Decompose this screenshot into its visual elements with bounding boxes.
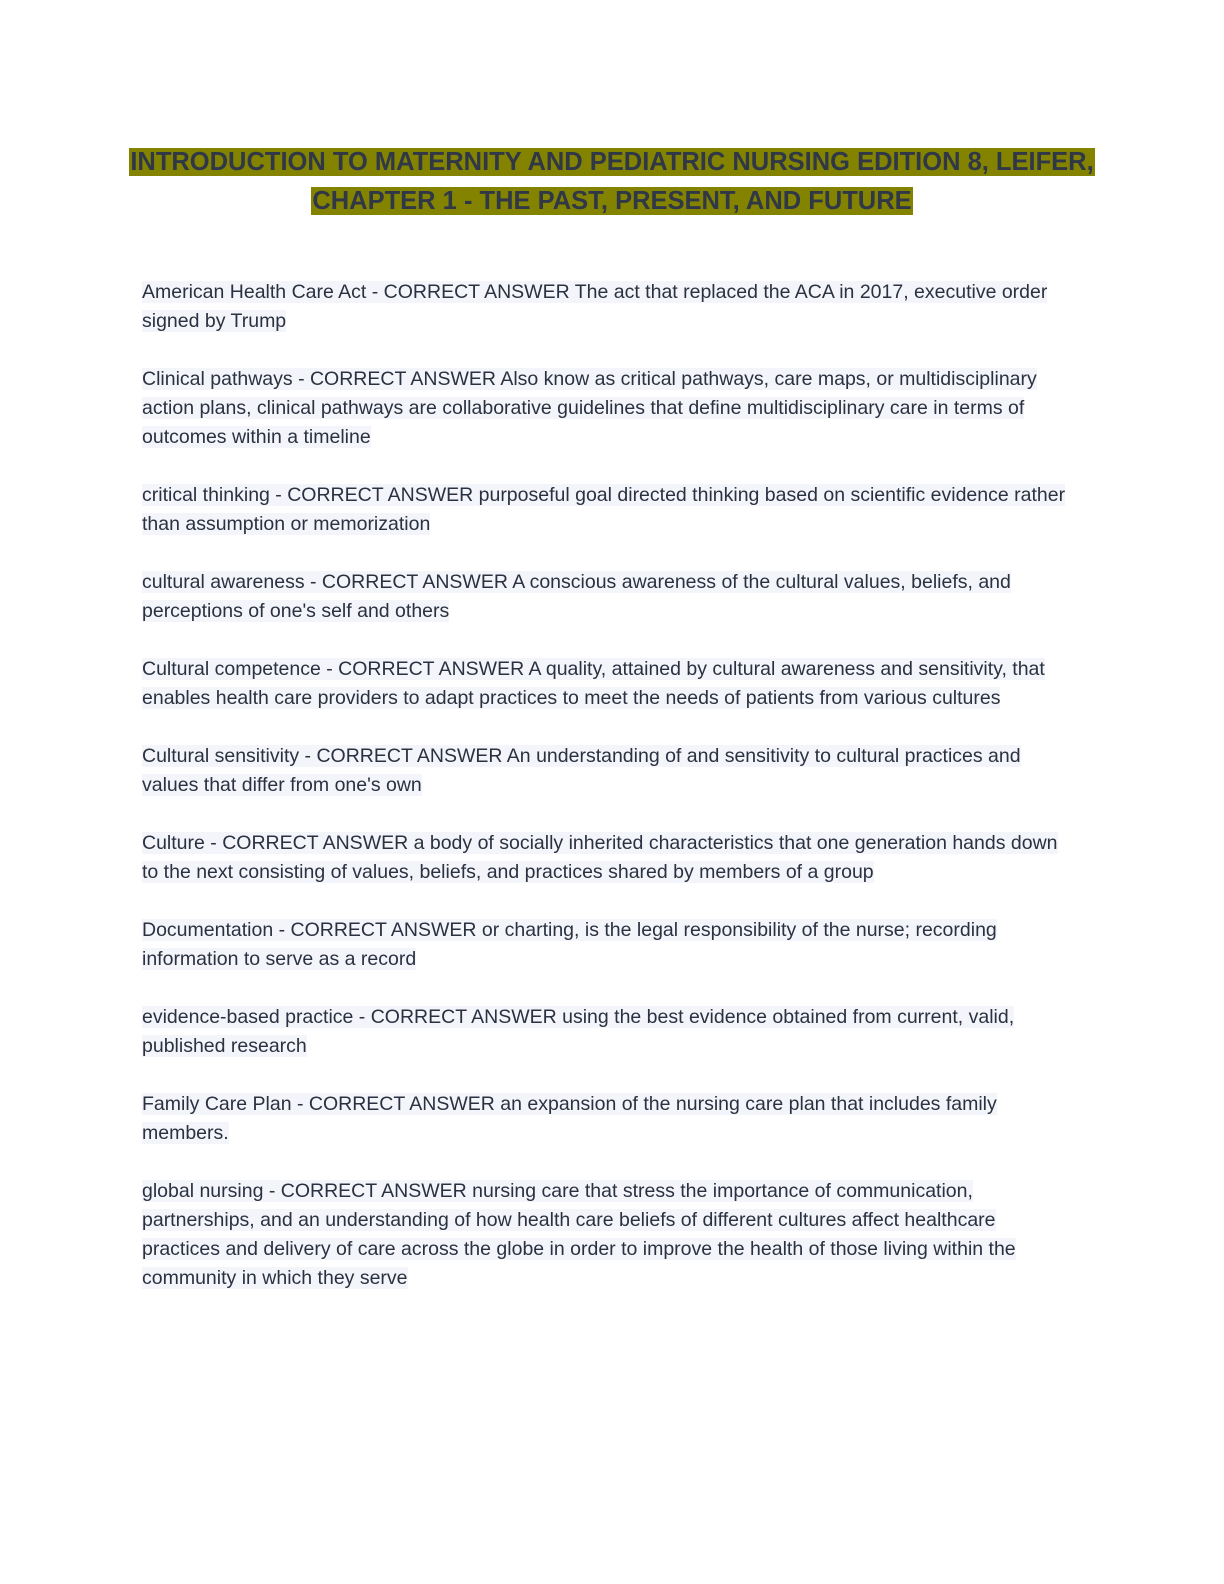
entry-cultural-sensitivity	[142, 742, 1077, 800]
entry-text: critical thinking - CORRECT ANSWER purposeful goal directed thinking based on scientific evidence rather than assumption or memorization	[142, 484, 1066, 535]
entry-critical-thinking	[142, 481, 1077, 539]
entry-global-nursing	[142, 1177, 1077, 1293]
entry-cultural-awareness	[142, 568, 1077, 626]
entry-clinical-pathways	[142, 365, 1077, 452]
entry-text: evidence-based practice - CORRECT ANSWER using the best evidence obtained from current, valid, published research	[142, 1006, 1015, 1057]
entry-text: Clinical pathways - CORRECT ANSWER Also know as critical pathways, care maps, or multidisciplinary action plans, clinical pathways are collaborative guidelines that define multidisciplinary care in terms of outcomes within a timeline	[142, 368, 1037, 448]
document-title-text: INTRODUCTION TO MATERNITY AND PEDIATRIC NURSING EDITION 8, LEIFER, CHAPTER 1 - THE PAST, PRESENT, AND FUTURE	[130, 148, 1094, 215]
entry-culture	[142, 829, 1077, 887]
entry-evidence-based-practice	[142, 1003, 1077, 1061]
entry-american-health-care-act	[142, 278, 1077, 336]
entry-text: Documentation - CORRECT ANSWER or charting, is the legal responsibility of the nurse; recording information to serve as a record	[142, 919, 997, 970]
document-title	[110, 143, 1114, 221]
entry-text: Cultural competence - CORRECT ANSWER A quality, attained by cultural awareness and sensitivity, that enables health care providers to adapt practices to meet the needs of patients from various cultures	[142, 658, 1045, 709]
entry-cultural-competence	[142, 655, 1077, 713]
entry-text: Family Care Plan - CORRECT ANSWER an expansion of the nursing care plan that includes family members.	[142, 1093, 997, 1144]
entry-family-care-plan	[142, 1090, 1077, 1148]
entry-text: Cultural sensitivity - CORRECT ANSWER An understanding of and sensitivity to cultural practices and values that differ from one's own	[142, 745, 1021, 796]
entry-documentation	[142, 916, 1077, 974]
entry-text: global nursing - CORRECT ANSWER nursing care that stress the importance of communication, partnerships, and an understanding of how health care beliefs of different cultures affect healthcare practices and delivery of care across the globe in order to improve the health of those living within the community in which they serve	[142, 1180, 1016, 1289]
entry-text: Culture - CORRECT ANSWER a body of socially inherited characteristics that one generation hands down to the next consisting of values, beliefs, and practices shared by members of a group	[142, 832, 1058, 883]
entry-list	[142, 278, 1077, 1322]
entry-text: American Health Care Act - CORRECT ANSWER The act that replaced the ACA in 2017, executive order signed by Trump	[142, 281, 1048, 332]
entry-text: cultural awareness - CORRECT ANSWER A conscious awareness of the cultural values, beliefs, and perceptions of one's self and others	[142, 571, 1011, 622]
